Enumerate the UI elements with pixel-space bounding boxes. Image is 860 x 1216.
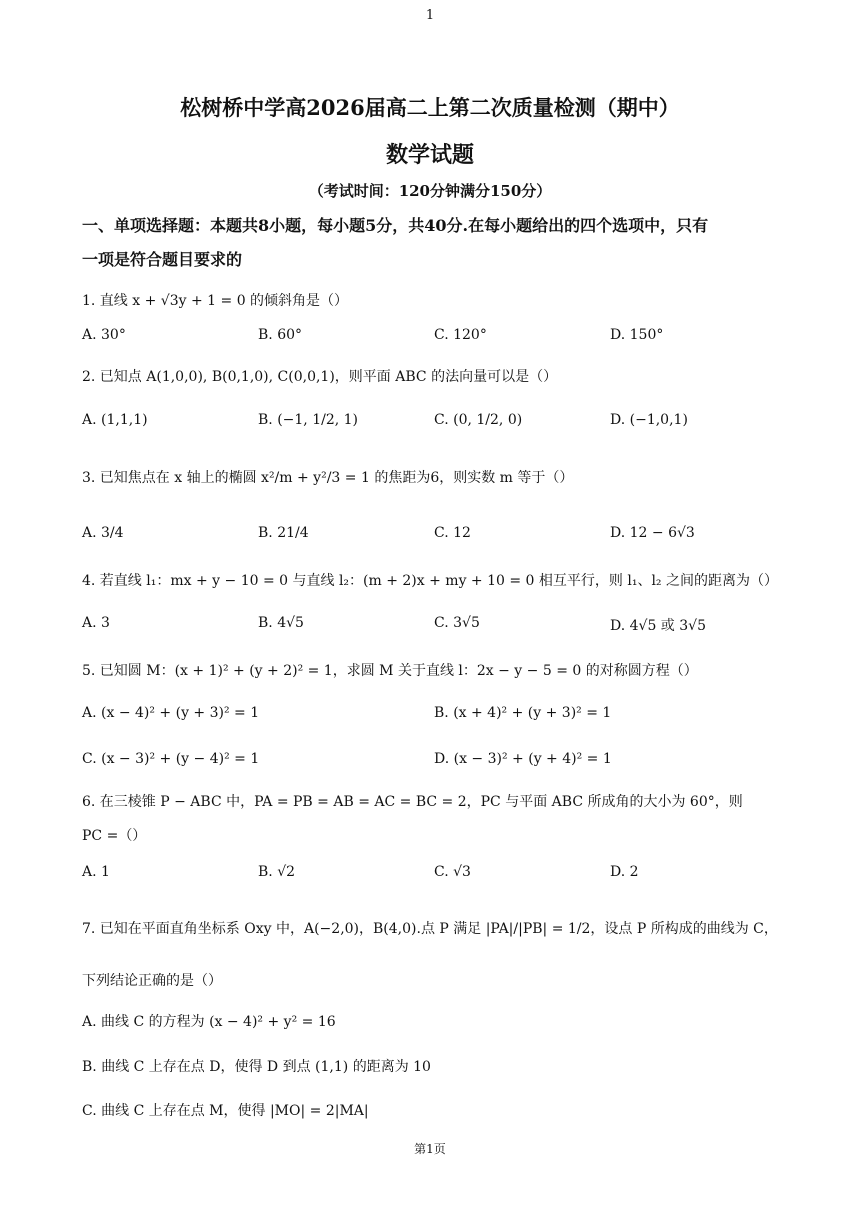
question-6-stem-line-2: PC =（） [82, 828, 147, 844]
question-5-option-d: D. (x − 3)² + (y + 4)² = 1 [434, 751, 612, 767]
question-7-option-b: B. 曲线 C 上存在点 D，使得 D 到点 (1,1) 的距离为 10 [82, 1059, 431, 1075]
question-1-option-c: C. 120° [434, 327, 487, 343]
question-2-option-a: A. (1,1,1) [82, 412, 148, 428]
question-1-option-b: B. 60° [258, 327, 303, 343]
question-6-option-b: B. √2 [258, 864, 296, 880]
question-6-option-d: D. 2 [610, 864, 639, 880]
question-1-option-a: A. 30° [82, 327, 126, 343]
question-1-option-d: D. 150° [610, 327, 664, 343]
question-4-option-a: A. 3 [82, 615, 110, 631]
question-7-stem-line-2: 下列结论正确的是（） [82, 973, 222, 989]
question-6-option-c: C. √3 [434, 864, 471, 880]
section-heading-line-2: 一项是符合题目要求的 [82, 250, 243, 269]
question-6-option-a: A. 1 [82, 864, 110, 880]
question-4-stem: 4. 若直线 l₁：mx + y − 10 = 0 与直线 l₂：(m + 2)x + my + 10 = 0 相互平行，则 l₁、l₂ 之间的距离为（） [82, 573, 778, 589]
question-3-stem: 3. 已知焦点在 x 轴上的椭圆 x²/m + y²/3 = 1 的焦距为6，则实数 m 等于（） [82, 470, 574, 486]
question-3-option-d: D. 12 − 6√3 [610, 525, 695, 541]
question-7-stem-line-1: 7. 已知在平面直角坐标系 Oxy 中，A(−2,0)，B(4,0).点 P 满足 |PA|/|PB| = 1/2，设点 P 所构成的曲线为 C， [82, 921, 778, 937]
question-3-option-a: A. 3/4 [82, 525, 124, 541]
question-6-stem-line-1: 6. 在三棱锥 P − ABC 中，PA = PB = AB = AC = BC = 2，PC 与平面 ABC 所成角的大小为 60°，则 [82, 794, 743, 810]
question-5-option-a: A. (x − 4)² + (y + 3)² = 1 [82, 705, 260, 721]
question-2-option-b: B. (−1, 1/2, 1) [258, 412, 358, 428]
subject-title: 数学试题 [385, 142, 474, 168]
question-2-stem: 2. 已知点 A(1,0,0), B(0,1,0), C(0,0,1)，则平面 ABC 的法向量可以是（） [82, 369, 558, 385]
exam-title: 松树桥中学高2026届高二上第二次质量检测（期中） [180, 95, 680, 120]
question-2-option-d: D. (−1,0,1) [610, 412, 688, 428]
page-footer: 第1页 [414, 1142, 446, 1156]
question-1-stem: 1. 直线 x + √3y + 1 = 0 的倾斜角是（） [82, 293, 349, 309]
question-7-option-a: A. 曲线 C 的方程为 (x − 4)² + y² = 16 [82, 1014, 336, 1030]
question-4-option-b: B. 4√5 [258, 615, 304, 631]
page-number: 1 [425, 8, 435, 23]
question-5-option-c: C. (x − 3)² + (y − 4)² = 1 [82, 751, 260, 767]
question-3-option-b: B. 21/4 [258, 525, 309, 541]
question-4-option-d: D. 4√5 或 3√5 [610, 618, 706, 634]
section-heading-line-1: 一、单项选择题：本题共8小题，每小题5分，共40分.在每小题给出的四个选项中，只有 [82, 216, 709, 235]
question-2-option-c: C. (0, 1/2, 0) [434, 412, 523, 428]
question-4-option-c: C. 3√5 [434, 615, 480, 631]
question-7-option-c: C. 曲线 C 上存在点 M，使得 |MO| = 2|MA| [82, 1103, 369, 1119]
exam-info: （考试时间：120分钟满分150分） [308, 182, 552, 200]
question-5-option-b: B. (x + 4)² + (y + 3)² = 1 [434, 705, 612, 721]
question-5-stem: 5. 已知圆 M：(x + 1)² + (y + 2)² = 1，求圆 M 关于直线 l：2x − y − 5 = 0 的对称圆方程（） [82, 663, 698, 679]
question-3-option-c: C. 12 [434, 525, 471, 541]
